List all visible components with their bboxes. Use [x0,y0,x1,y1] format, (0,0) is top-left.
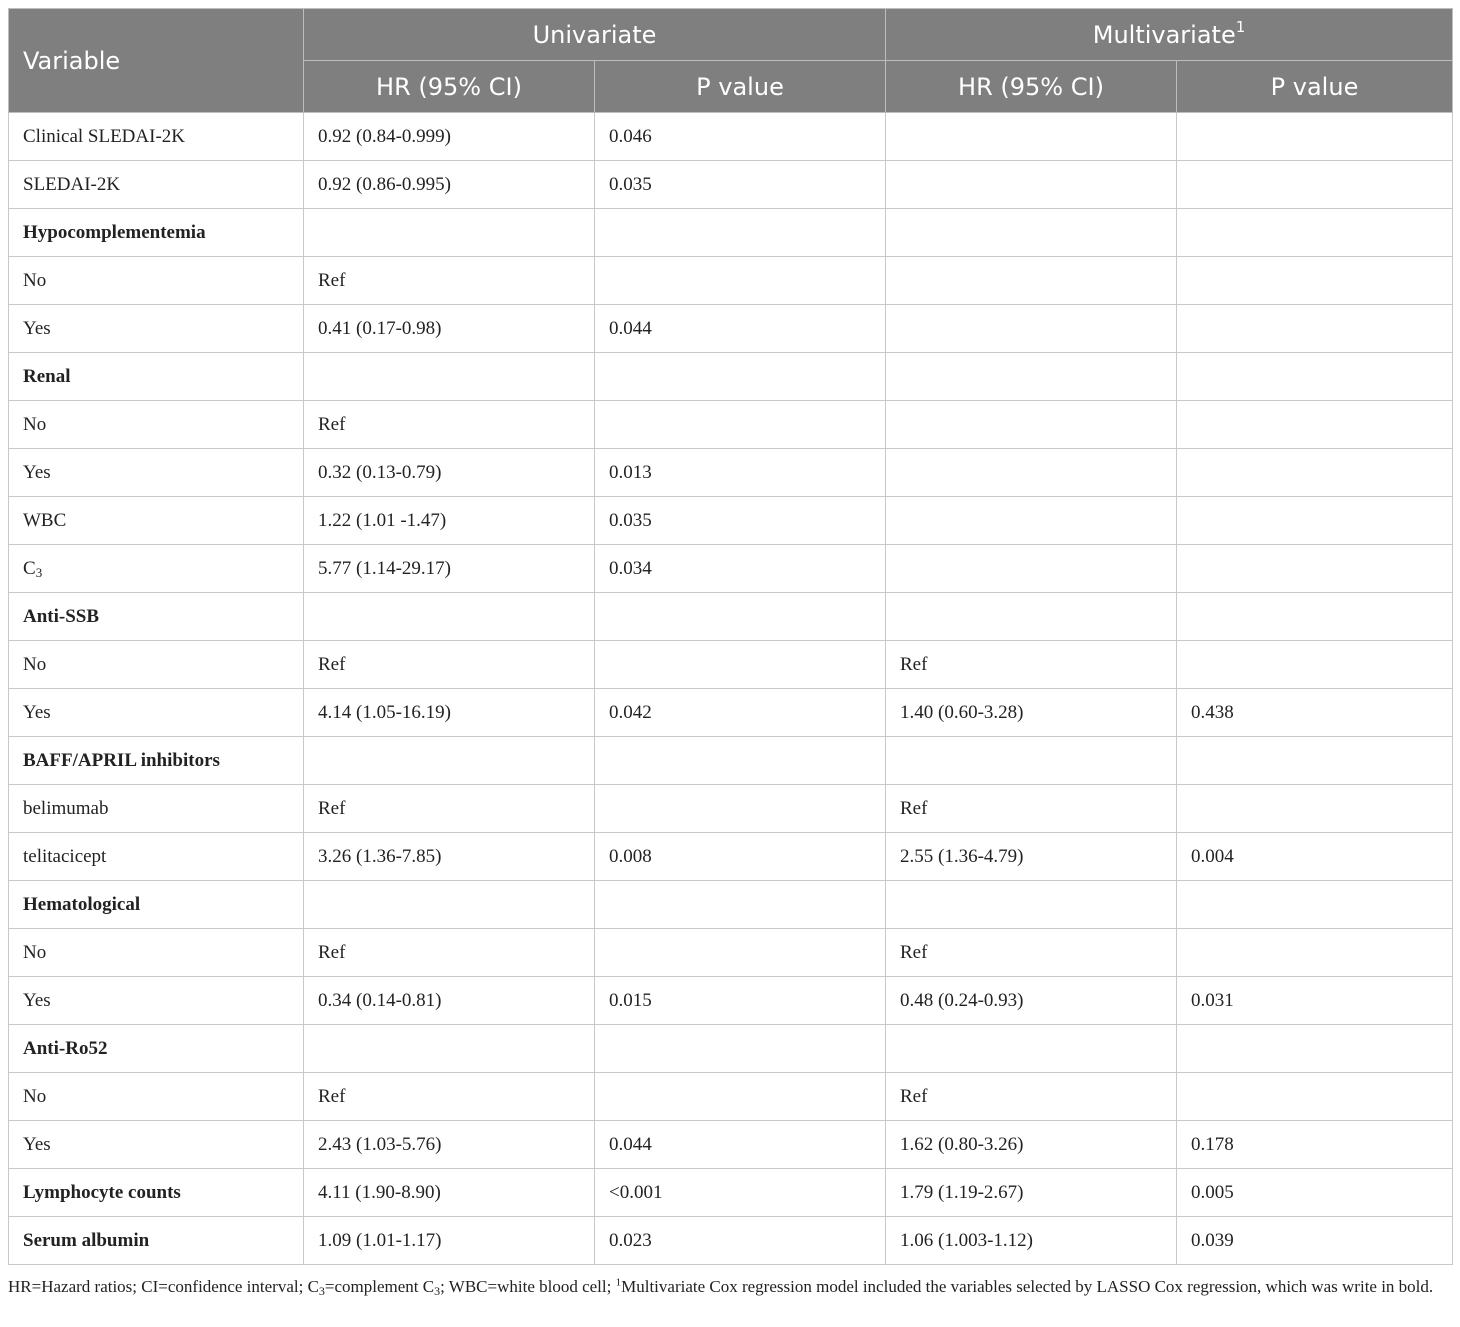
cell-multivariate-p [1177,545,1453,593]
cell-multivariate-hr: 1.62 (0.80-3.26) [886,1121,1177,1169]
cell-variable [9,113,304,161]
cell-univariate-hr [304,593,595,641]
footnote-part1: HR=Hazard ratios; CI=confidence interval; C [8,1277,319,1296]
cell-variable [9,737,304,785]
cell-univariate-hr [304,1025,595,1073]
cell-univariate-hr: 0.41 (0.17-0.98) [304,305,595,353]
variable-label: Hypocomplementemia [23,221,206,243]
cell-multivariate-hr: Ref [886,641,1177,689]
cell-univariate-hr [304,737,595,785]
footnote-part4: Multivariate Cox regression model included the variables selected by LASSO Cox regression, which was write in bold. [621,1277,1434,1296]
footnote-part2: =complement C [324,1277,435,1296]
cell-multivariate-p: 0.039 [1177,1217,1453,1265]
cell-univariate-p: 0.015 [595,977,886,1025]
header-multivariate-label: Multivariate [1092,20,1236,49]
cell-multivariate-p: 0.031 [1177,977,1453,1025]
table-row [9,545,1453,593]
cell-multivariate-p [1177,305,1453,353]
cell-multivariate-hr [886,209,1177,257]
header-univariate: Univariate [304,9,886,61]
header-univariate-hr: HR (95% CI) [304,61,595,113]
cell-univariate-hr: 4.11 (1.90-8.90) [304,1169,595,1217]
results-table-container [8,8,1452,1265]
table-row [9,929,1453,977]
cell-univariate-p [595,1073,886,1121]
cell-univariate-hr: Ref [304,401,595,449]
cell-variable [9,641,304,689]
table-row [9,593,1453,641]
cell-univariate-p [595,641,886,689]
cell-univariate-hr: 3.26 (1.36-7.85) [304,833,595,881]
cell-multivariate-hr [886,737,1177,785]
variable-label: C [23,557,36,579]
table-row [9,113,1453,161]
table-row [9,161,1453,209]
cell-multivariate-hr [886,1025,1177,1073]
variable-label: No [23,941,47,963]
cell-univariate-hr: 4.14 (1.05-16.19) [304,689,595,737]
cell-variable [9,209,304,257]
cell-univariate-p: 0.042 [595,689,886,737]
cell-variable [9,161,304,209]
cell-variable [9,929,304,977]
cell-variable [9,1169,304,1217]
footnote-sub1: 3 [318,1284,325,1298]
table-row [9,257,1453,305]
cell-univariate-hr: Ref [304,929,595,977]
cell-univariate-p: 0.023 [595,1217,886,1265]
footnote-sup: 1 [615,1276,622,1289]
cell-variable [9,1217,304,1265]
cell-multivariate-hr: Ref [886,785,1177,833]
table-row [9,689,1453,737]
table-row [9,1121,1453,1169]
cell-univariate-hr: Ref [304,1073,595,1121]
table-row [9,881,1453,929]
cell-multivariate-p [1177,113,1453,161]
cell-univariate-hr: Ref [304,257,595,305]
variable-label: Yes [23,701,51,723]
cell-variable [9,881,304,929]
table-header [9,9,1453,113]
cell-variable [9,257,304,305]
cell-multivariate-hr [886,353,1177,401]
cell-multivariate-hr: 2.55 (1.36-4.79) [886,833,1177,881]
header-multivariate-hr: HR (95% CI) [886,61,1177,113]
cell-multivariate-hr [886,401,1177,449]
variable-label: belimumab [23,797,109,819]
variable-label: Anti-Ro52 [23,1037,108,1059]
cell-multivariate-p [1177,257,1453,305]
cell-variable [9,977,304,1025]
cell-multivariate-p [1177,401,1453,449]
table-body [9,113,1453,1265]
cell-univariate-hr: 0.32 (0.13-0.79) [304,449,595,497]
cell-multivariate-p: 0.438 [1177,689,1453,737]
cell-univariate-p [595,593,886,641]
cell-univariate-p: 0.034 [595,545,886,593]
cell-multivariate-hr: Ref [886,1073,1177,1121]
cell-variable [9,593,304,641]
cell-univariate-p: 0.035 [595,161,886,209]
variable-label: Anti-SSB [23,605,100,627]
table-row [9,1217,1453,1265]
variable-label: Lymphocyte counts [23,1181,181,1203]
table-row [9,785,1453,833]
cell-univariate-hr: 1.22 (1.01 -1.47) [304,497,595,545]
cell-multivariate-p [1177,1025,1453,1073]
cell-multivariate-p [1177,209,1453,257]
cell-variable [9,1073,304,1121]
header-multivariate-p: P value [1177,61,1453,113]
cell-multivariate-hr [886,881,1177,929]
table-row [9,449,1453,497]
table-row [9,401,1453,449]
cell-univariate-p: 0.035 [595,497,886,545]
variable-label: WBC [23,509,67,531]
cell-univariate-hr: 0.34 (0.14-0.81) [304,977,595,1025]
variable-label: Serum albumin [23,1229,150,1251]
cell-univariate-hr: Ref [304,641,595,689]
cell-multivariate-p [1177,449,1453,497]
cell-multivariate-p: 0.004 [1177,833,1453,881]
cell-multivariate-hr [886,497,1177,545]
cell-univariate-p [595,785,886,833]
cell-variable [9,353,304,401]
cell-univariate-p [595,881,886,929]
cell-multivariate-p [1177,593,1453,641]
cell-multivariate-hr [886,305,1177,353]
cell-univariate-p [595,257,886,305]
variable-label: Clinical SLEDAI-2K [23,125,186,147]
cell-multivariate-hr: Ref [886,929,1177,977]
header-multivariate [886,9,1453,61]
variable-label: Yes [23,461,51,483]
table-row [9,305,1453,353]
cell-multivariate-hr: 1.40 (0.60-3.28) [886,689,1177,737]
table-row [9,353,1453,401]
cell-univariate-p: 0.044 [595,305,886,353]
variable-label: No [23,653,47,675]
variable-label: Hematological [23,893,141,915]
cell-multivariate-p: 0.178 [1177,1121,1453,1169]
cell-univariate-p: <0.001 [595,1169,886,1217]
cell-univariate-p: 0.046 [595,113,886,161]
variable-label: SLEDAI-2K [23,173,121,195]
cell-multivariate-hr: 0.48 (0.24-0.93) [886,977,1177,1025]
cell-multivariate-hr [886,593,1177,641]
cell-variable [9,545,304,593]
cell-variable [9,1121,304,1169]
variable-label: No [23,1085,47,1107]
cell-multivariate-hr: 1.79 (1.19-2.67) [886,1169,1177,1217]
cell-multivariate-p [1177,1073,1453,1121]
cell-multivariate-p [1177,737,1453,785]
table-row [9,497,1453,545]
cell-univariate-p [595,209,886,257]
cell-univariate-hr: 5.77 (1.14-29.17) [304,545,595,593]
variable-label: Renal [23,365,71,387]
table-row [9,737,1453,785]
cell-multivariate-hr [886,113,1177,161]
cell-variable [9,497,304,545]
table-row [9,1073,1453,1121]
cell-univariate-hr: 2.43 (1.03-5.76) [304,1121,595,1169]
cell-univariate-hr [304,353,595,401]
cell-variable [9,449,304,497]
table-row [9,641,1453,689]
variable-label: Yes [23,989,51,1011]
table-row [9,209,1453,257]
cell-multivariate-hr [886,545,1177,593]
variable-label: Yes [23,317,51,339]
cell-univariate-hr: 1.09 (1.01-1.17) [304,1217,595,1265]
footnote-sub2: 3 [434,1284,441,1298]
cell-multivariate-hr [886,161,1177,209]
cell-multivariate-p [1177,497,1453,545]
cell-multivariate-p [1177,929,1453,977]
table-row [9,977,1453,1025]
table-row [9,1025,1453,1073]
cell-variable [9,785,304,833]
cell-multivariate-p [1177,785,1453,833]
variable-label: telitacicept [23,845,107,867]
cell-univariate-p [595,401,886,449]
cell-univariate-hr: Ref [304,785,595,833]
footnote-part3: ; WBC=white blood cell; [440,1277,616,1296]
cell-univariate-hr [304,881,595,929]
cell-multivariate-p: 0.005 [1177,1169,1453,1217]
cell-univariate-p [595,929,886,977]
cox-regression-table [8,8,1453,1265]
cell-multivariate-p [1177,881,1453,929]
variable-subscript: 3 [35,564,43,580]
cell-univariate-p [595,353,886,401]
table-row [9,833,1453,881]
cell-variable [9,833,304,881]
cell-univariate-p: 0.013 [595,449,886,497]
variable-label: No [23,413,47,435]
cell-multivariate-p [1177,641,1453,689]
cell-variable [9,1025,304,1073]
table-row [9,1169,1453,1217]
cell-variable [9,689,304,737]
header-variable: Variable [9,9,304,113]
cell-multivariate-hr: 1.06 (1.003-1.12) [886,1217,1177,1265]
cell-univariate-hr [304,209,595,257]
cell-univariate-hr: 0.92 (0.84-0.999) [304,113,595,161]
cell-variable [9,305,304,353]
cell-univariate-p: 0.008 [595,833,886,881]
variable-label: No [23,269,47,291]
table-footnote [8,1275,1456,1299]
header-univariate-p: P value [595,61,886,113]
header-multivariate-footnote-mark: 1 [1235,17,1246,36]
cell-univariate-p: 0.044 [595,1121,886,1169]
variable-label: Yes [23,1133,51,1155]
cell-univariate-hr: 0.92 (0.86-0.995) [304,161,595,209]
variable-label: BAFF/APRIL inhibitors [23,749,220,771]
cell-multivariate-hr [886,449,1177,497]
cell-multivariate-hr [886,257,1177,305]
cell-variable [9,401,304,449]
cell-univariate-p [595,1025,886,1073]
cell-multivariate-p [1177,353,1453,401]
cell-univariate-p [595,737,886,785]
cell-multivariate-p [1177,161,1453,209]
